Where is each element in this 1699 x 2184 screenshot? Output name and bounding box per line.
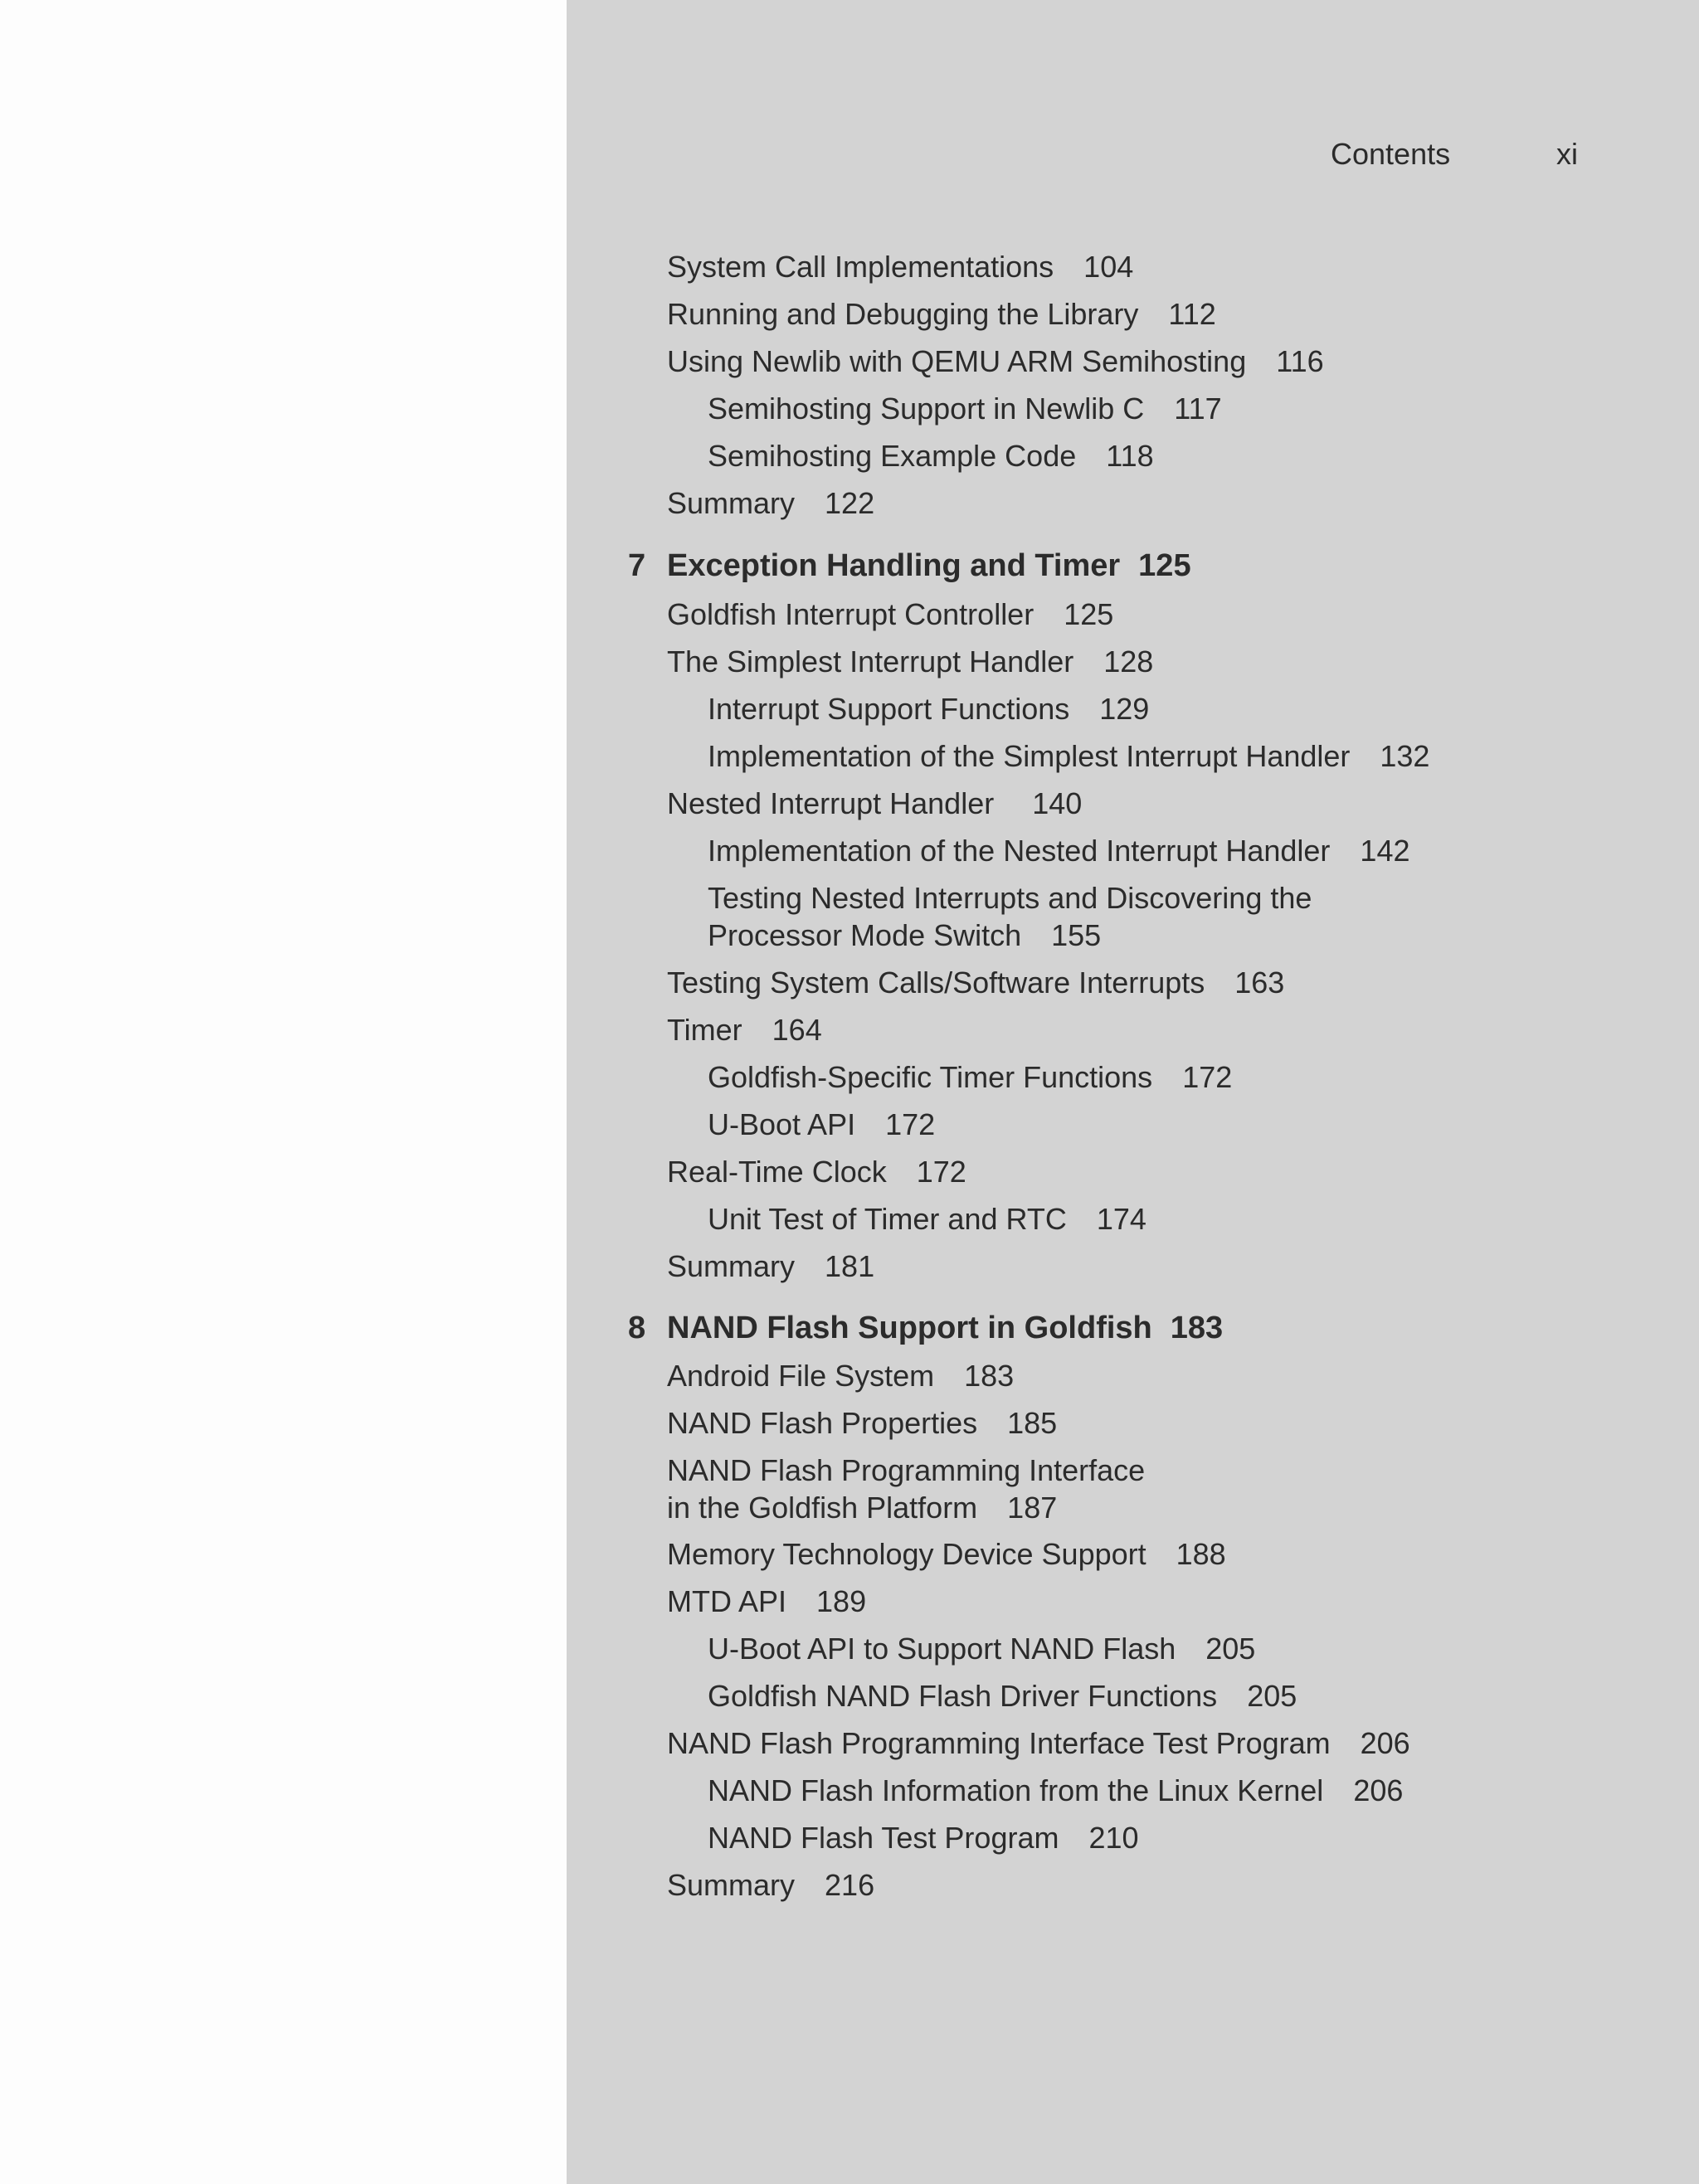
toc-entry-title: Summary [667, 1249, 796, 1283]
toc-entry-page: 188 [1176, 1537, 1226, 1571]
toc-entry-title: Implementation of the Simplest Interrupt Handler [708, 739, 1351, 773]
toc-entry-title: The Simplest Interrupt Handler [667, 644, 1074, 679]
toc-entry-title: System Call Implementations [667, 250, 1054, 284]
toc-entry-page: 118 [1106, 439, 1154, 473]
toc-entry-title: Implementation of the Nested Interrupt Handler [708, 834, 1331, 868]
toc-entry-title: Goldfish Interrupt Controller [667, 597, 1034, 631]
toc-entry[interactable] [667, 1535, 1226, 1573]
toc-entry-title-line2: in the Goldfish Platform [667, 1491, 978, 1525]
running-head [1331, 136, 1578, 173]
toc-entry[interactable] [667, 964, 1284, 1001]
toc-entry-page: 122 [825, 486, 875, 520]
toc-entry-title: NAND Flash Programming Interface Test Program [667, 1726, 1331, 1760]
toc-entry-page: 129 [1099, 692, 1150, 726]
left-margin [0, 0, 567, 2184]
running-head-page-number: xi [1556, 137, 1578, 171]
toc-subentry[interactable] [708, 390, 1222, 427]
toc-subentry[interactable] [708, 690, 1149, 727]
toc-entry-title: NAND Flash Test Program [708, 1821, 1059, 1855]
toc-entry-title: Real-Time Clock [667, 1155, 887, 1189]
toc-entry-page: 172 [885, 1107, 936, 1141]
toc-entry-title-line2: Processor Mode Switch [708, 918, 1022, 952]
toc-entry-title: U-Boot API [708, 1107, 856, 1141]
toc-entry-title: Nested Interrupt Handler [667, 786, 995, 820]
toc-entry-page: 155 [1051, 918, 1102, 952]
toc-entry-page: 172 [916, 1155, 966, 1189]
toc-entry-title: NAND Flash Properties [667, 1406, 978, 1440]
toc-subentry[interactable] [708, 1630, 1255, 1667]
toc-entry-title: NAND Flash Information from the Linux Kernel [708, 1773, 1324, 1807]
toc-entry-page: 181 [825, 1249, 875, 1283]
toc-entry-title: Android File System [667, 1359, 935, 1393]
toc-entry-page: 125 [1064, 597, 1114, 631]
toc-entry-page: 185 [1007, 1406, 1058, 1440]
chapter-title: Exception Handling and Timer [667, 548, 1121, 583]
toc-entry-title: Summary [667, 1868, 796, 1902]
toc-entry[interactable] [667, 1866, 874, 1904]
toc-entry[interactable] [667, 1153, 966, 1190]
toc-entry-title: U-Boot API to Support NAND Flash [708, 1632, 1176, 1666]
chapter-page: 183 [1170, 1311, 1224, 1345]
toc-entry[interactable] [667, 1011, 822, 1048]
toc-entry-title: Semihosting Support in Newlib C [708, 392, 1145, 426]
toc-entry-title-line1: NAND Flash Programming Interface [667, 1453, 1146, 1487]
toc-entry-title: Summary [667, 486, 796, 520]
chapter-title: NAND Flash Support in Goldfish [667, 1311, 1152, 1345]
toc-entry[interactable] [667, 643, 1153, 680]
chapter-heading-7[interactable] [628, 547, 1191, 585]
toc-entry-page: 206 [1360, 1726, 1410, 1760]
toc-entry[interactable] [667, 484, 874, 522]
toc-entry-page: 112 [1168, 297, 1216, 331]
toc-subentry[interactable] [708, 879, 1312, 954]
toc-entry-page: 206 [1353, 1773, 1404, 1807]
toc-entry-title: Goldfish NAND Flash Driver Functions [708, 1679, 1218, 1713]
toc-subentry[interactable] [708, 737, 1429, 775]
toc-subentry[interactable] [708, 1819, 1139, 1856]
toc-entry-page: 210 [1088, 1821, 1139, 1855]
toc-entry[interactable] [667, 343, 1324, 380]
toc-entry-page: 187 [1007, 1491, 1058, 1525]
toc-entry-title: Timer [667, 1013, 742, 1047]
toc-entry[interactable] [667, 248, 1133, 285]
toc-entry[interactable] [667, 1724, 1410, 1762]
toc-entry[interactable] [667, 1248, 874, 1285]
toc-entry-page: 164 [772, 1013, 822, 1047]
toc-entry-page: 140 [1032, 786, 1083, 820]
toc-entry-page: 183 [964, 1359, 1015, 1393]
toc-entry[interactable] [667, 785, 1082, 822]
chapter-page: 125 [1138, 548, 1191, 583]
toc-entry-title: Testing System Calls/Software Interrupts [667, 966, 1205, 1000]
toc-subentry[interactable] [708, 1200, 1146, 1238]
toc-entry-page: 216 [825, 1868, 875, 1902]
toc-entry-title: Using Newlib with QEMU ARM Semihosting [667, 344, 1247, 378]
toc-subentry[interactable] [708, 1106, 935, 1143]
toc-entry[interactable] [667, 1452, 1145, 1526]
chapter-heading-8[interactable] [628, 1309, 1223, 1347]
toc-subentry[interactable] [708, 1677, 1297, 1715]
toc-entry-page: 128 [1103, 644, 1154, 679]
chapter-number: 7 [628, 548, 646, 583]
toc-entry-title: Goldfish-Specific Timer Functions [708, 1060, 1153, 1094]
toc-entry[interactable] [667, 1583, 866, 1620]
toc-entry-page: 205 [1247, 1679, 1297, 1713]
toc-subentry[interactable] [708, 1058, 1232, 1096]
toc-entry-page: 117 [1174, 392, 1222, 426]
toc-entry-page: 163 [1234, 966, 1285, 1000]
chapter-number: 8 [628, 1311, 646, 1345]
toc-entry[interactable] [667, 1357, 1014, 1394]
toc-entry[interactable] [667, 1404, 1057, 1442]
toc-entry-title: Interrupt Support Functions [708, 692, 1070, 726]
toc-entry-title: MTD API [667, 1584, 787, 1618]
toc-entry-title: Running and Debugging the Library [667, 297, 1139, 331]
toc-entry-title: Semihosting Example Code [708, 439, 1077, 473]
toc-subentry[interactable] [708, 1772, 1403, 1809]
toc-entry-page: 116 [1276, 344, 1324, 378]
toc-entry-page: 189 [816, 1584, 867, 1618]
toc-entry-title: Memory Technology Device Support [667, 1537, 1146, 1571]
toc-entry[interactable] [667, 295, 1216, 333]
toc-subentry[interactable] [708, 437, 1154, 474]
toc-entry-title-line1: Testing Nested Interrupts and Discovering the [708, 881, 1312, 915]
toc-subentry[interactable] [708, 832, 1410, 869]
toc-entry-page: 132 [1380, 739, 1430, 773]
toc-entry-page: 104 [1083, 250, 1134, 284]
toc-entry[interactable] [667, 596, 1113, 633]
toc-entry-page: 142 [1360, 834, 1410, 868]
toc-entry-page: 172 [1182, 1060, 1233, 1094]
toc-entry-page: 205 [1205, 1632, 1256, 1666]
toc-entry-page: 174 [1096, 1202, 1146, 1236]
running-head-label: Contents [1331, 137, 1451, 171]
toc-entry-title: Unit Test of Timer and RTC [708, 1202, 1067, 1236]
